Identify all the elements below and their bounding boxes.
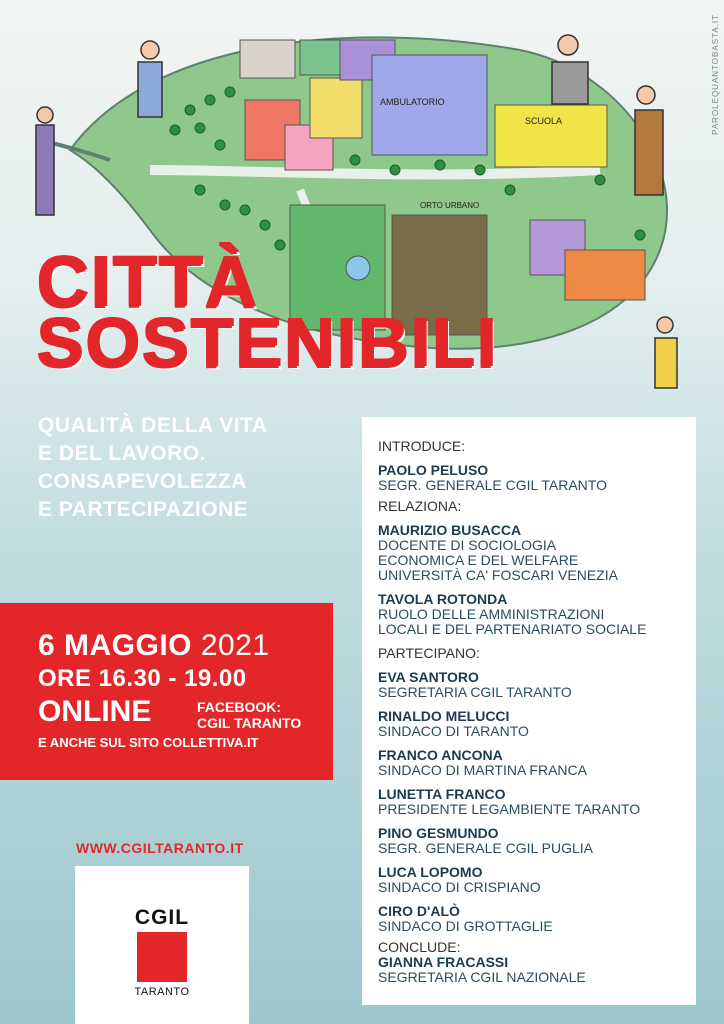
speaker-role: DOCENTE DI SOCIOLOGIA: [378, 537, 557, 553]
participant: [378, 670, 694, 700]
building-yellow: [310, 78, 362, 138]
title-line-1: CITTÀ: [36, 242, 258, 322]
event-date-day: 6 MAGGIO: [38, 629, 193, 662]
tavola-line: RUOLO DELLE AMMINISTRAZIONI: [378, 606, 605, 622]
speaker-name: RINALDO MELUCCI: [378, 708, 510, 724]
speaker-role: SINDACO DI TARANTO: [378, 723, 529, 739]
tavola-line: LOCALI E DEL PARTENARIATO SOCIALE: [378, 621, 647, 637]
logo-red-square: [137, 932, 187, 982]
speaker-role: SINDACO DI CRISPIANO: [378, 879, 541, 895]
subtitle-line: E DEL LAVORO.: [38, 442, 206, 465]
program-panel: [362, 417, 696, 1005]
participant: [378, 748, 694, 778]
label-ambulatorio: AMBULATORIO: [380, 97, 445, 107]
subtitle-line: CONSAPEVOLEZZA: [38, 470, 247, 493]
event-subtitle: [38, 412, 358, 524]
partecipano-label: PARTECIPANO:: [378, 645, 480, 661]
speaker-name: PINO GESMUNDO: [378, 825, 499, 841]
label-scuola: SCUOLA: [525, 116, 563, 126]
speaker-role: SEGRETARIA CGIL TARANTO: [378, 684, 572, 700]
speaker-role: SEGRETARIA CGIL NAZIONALE: [378, 969, 586, 985]
event-time: ORE 16.30 - 19.00: [38, 665, 247, 692]
participant: [378, 865, 694, 895]
relazione-label: RELAZIONA:: [378, 498, 462, 514]
cgil-logo: [75, 866, 249, 1024]
participant: [378, 709, 694, 739]
logo-name: CGIL: [134, 906, 190, 929]
speaker-name: LUNETTA FRANCO: [378, 786, 506, 802]
speaker-name: CIRO D'ALÒ: [378, 903, 460, 919]
subtitle-line: E PARTECIPAZIONE: [38, 498, 249, 521]
speaker-name: MAURIZIO BUSACCA: [378, 522, 522, 538]
facebook-label: FACEBOOK:: [197, 699, 281, 715]
speaker-name: PAOLO PELUSO: [378, 462, 489, 478]
conclude-label: CONCLUDE:: [378, 939, 461, 955]
speaker-role: UNIVERSITÀ CA' FOSCARI VENEZIA: [378, 567, 618, 583]
building-orange: [565, 250, 645, 300]
participant: [378, 826, 694, 856]
subtitle-line: QUALITÀ DELLA VITA: [38, 414, 268, 437]
speaker-role: SEGR. GENERALE CGIL PUGLIA: [378, 840, 593, 856]
facebook-info[interactable]: [197, 699, 301, 731]
speaker-name: GIANNA FRACASSI: [378, 954, 509, 970]
building-scuola: [495, 105, 607, 167]
speaker-name: EVA SANTORO: [378, 669, 479, 685]
event-info-box: [0, 603, 333, 780]
illustrator-credit: PAROLEQUANTOBASTA.IT: [711, 14, 720, 135]
speaker-role: SINDACO DI MARTINA FRANCA: [378, 762, 587, 778]
participant: [378, 787, 694, 817]
title-line-2: SOSTENIBILI: [36, 303, 498, 381]
leaf-road: [150, 170, 600, 174]
event-also-site[interactable]: E ANCHE SUL SITO COLLETTIVA.IT: [38, 735, 259, 750]
introduce-label: INTRODUCE:: [378, 438, 466, 454]
participant: [378, 904, 694, 934]
event-date-year: 2021: [200, 629, 270, 662]
logo-city: TARANTO: [134, 986, 190, 998]
label-orto: ORTO URBANO: [420, 201, 480, 210]
speaker-name: LUCA LOPOMO: [378, 864, 483, 880]
speaker-role: SINDACO DI GROTTAGLIE: [378, 918, 553, 934]
speaker-role: ECONOMICA E DEL WELFARE: [378, 552, 579, 568]
tavola-title: TAVOLA ROTONDA: [378, 591, 508, 607]
website-link[interactable]: WWW.CGILTARANTO.IT: [76, 840, 244, 856]
speaker-name: FRANCO ANCONA: [378, 747, 503, 763]
building-factory: [240, 40, 295, 78]
speaker-role: PRESIDENTE LEGAMBIENTE TARANTO: [378, 801, 641, 817]
facebook-page: CGIL TARANTO: [197, 715, 302, 731]
speaker-role: SEGR. GENERALE CGIL TARANTO: [378, 477, 607, 493]
event-title: [36, 242, 498, 381]
event-date: [38, 629, 270, 663]
event-online: ONLINE: [38, 695, 152, 728]
